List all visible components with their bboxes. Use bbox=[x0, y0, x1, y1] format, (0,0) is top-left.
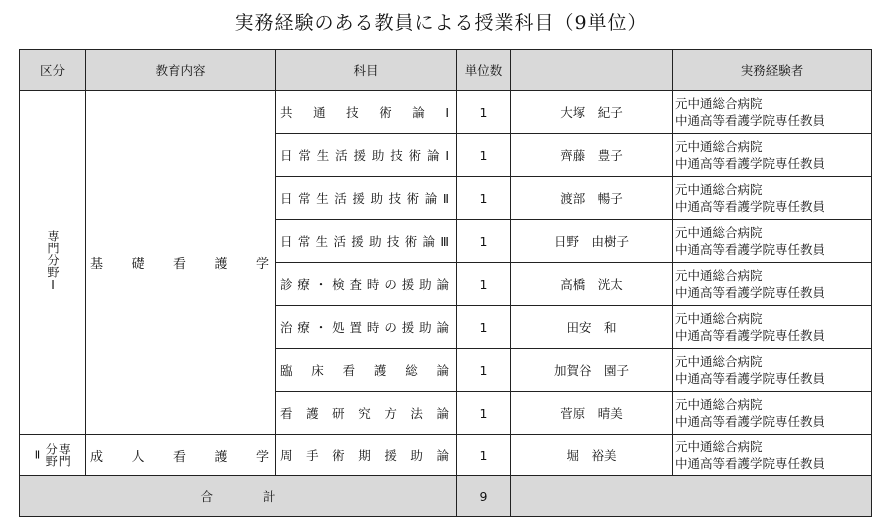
page-title: 実務経験のある教員による授業科目（9単位） bbox=[234, 12, 648, 34]
experience-line: 中通高等看護学院専任教員 bbox=[675, 156, 826, 171]
person-cell: 日野 由樹子 bbox=[511, 220, 673, 263]
total-label: 合 計 bbox=[20, 476, 457, 517]
category-cell bbox=[20, 91, 86, 435]
experience-cell bbox=[673, 392, 872, 435]
subject-cell: 診療・検査時の援助論 bbox=[276, 263, 457, 306]
experience-line: 中通高等看護学院専任教員 bbox=[675, 242, 826, 257]
experience-line: 元中通総合病院 bbox=[675, 182, 763, 197]
person-cell: 齊藤 豊子 bbox=[511, 134, 673, 177]
subject-cell: 日常生活援助技術論Ⅲ bbox=[276, 220, 457, 263]
experience-line: 中通高等看護学院専任教員 bbox=[675, 285, 826, 300]
experience-line: 元中通総合病院 bbox=[675, 397, 763, 412]
experience-cell bbox=[673, 134, 872, 177]
person-cell: 大塚 紀子 bbox=[511, 91, 673, 134]
header-subject: 科目 bbox=[276, 50, 457, 91]
subject-cell: 日常生活援助技術論Ⅰ bbox=[276, 134, 457, 177]
header-blank bbox=[511, 50, 673, 91]
experience-line: 中通高等看護学院専任教員 bbox=[675, 456, 826, 471]
person-cell: 渡部 暢子 bbox=[511, 177, 673, 220]
category-cell bbox=[20, 435, 86, 476]
table-row bbox=[20, 435, 872, 476]
header-content: 教育内容 bbox=[86, 50, 276, 91]
experience-line: 元中通総合病院 bbox=[675, 225, 763, 240]
experience-cell bbox=[673, 349, 872, 392]
experience-cell bbox=[673, 177, 872, 220]
person-cell: 高橋 洸太 bbox=[511, 263, 673, 306]
subject-cell: 臨床看護総論 bbox=[276, 349, 457, 392]
category-text: 専門分野Ⅰ bbox=[46, 229, 60, 292]
subject-cell: 共通技術論Ⅰ bbox=[276, 91, 457, 134]
experience-cell bbox=[673, 435, 872, 476]
experience-line: 元中通総合病院 bbox=[675, 96, 763, 111]
person-cell: 堀 裕美 bbox=[511, 435, 673, 476]
person-cell: 田安 和 bbox=[511, 306, 673, 349]
experience-line: 元中通総合病院 bbox=[675, 311, 763, 326]
units-cell: 1 bbox=[457, 392, 511, 435]
subject-cell: 周手術期援助論 bbox=[276, 435, 457, 476]
experience-line: 中通高等看護学院専任教員 bbox=[675, 328, 826, 343]
experience-line: 中通高等看護学院専任教員 bbox=[675, 113, 826, 128]
table-row bbox=[20, 91, 872, 134]
total-blank bbox=[511, 476, 872, 517]
content-cell: 基 礎 看 護 学 bbox=[86, 91, 276, 435]
units-cell: 1 bbox=[457, 306, 511, 349]
subject-cell: 看護研究方法論 bbox=[276, 392, 457, 435]
category-roman: Ⅱ bbox=[34, 448, 41, 462]
content-cell: 成 人 看 護 学 bbox=[86, 435, 276, 476]
experience-cell bbox=[673, 263, 872, 306]
category-text: 専門 bbox=[57, 443, 72, 467]
person-cell: 菅原 晴美 bbox=[511, 392, 673, 435]
units-cell: 1 bbox=[457, 134, 511, 177]
header-category: 区分 bbox=[20, 50, 86, 91]
subject-cell: 治療・処置時の援助論 bbox=[276, 306, 457, 349]
header-row bbox=[20, 50, 872, 91]
experience-cell bbox=[673, 306, 872, 349]
units-cell: 1 bbox=[457, 220, 511, 263]
experience-line: 元中通総合病院 bbox=[675, 439, 763, 454]
units-cell: 1 bbox=[457, 263, 511, 306]
units-cell: 1 bbox=[457, 177, 511, 220]
experience-cell bbox=[673, 91, 872, 134]
experience-line: 元中通総合病院 bbox=[675, 139, 763, 154]
person-cell: 加賀谷 園子 bbox=[511, 349, 673, 392]
units-cell: 1 bbox=[457, 91, 511, 134]
course-table bbox=[19, 49, 872, 517]
experience-line: 中通高等看護学院専任教員 bbox=[675, 414, 826, 429]
total-row bbox=[20, 476, 872, 517]
experience-line: 元中通総合病院 bbox=[675, 354, 763, 369]
units-cell: 1 bbox=[457, 435, 511, 476]
experience-line: 中通高等看護学院専任教員 bbox=[675, 371, 826, 386]
total-units: 9 bbox=[457, 476, 511, 517]
header-experience: 実務経験者 bbox=[673, 50, 872, 91]
category-text: 分野 bbox=[44, 443, 59, 467]
subject-cell: 日常生活援助技術論Ⅱ bbox=[276, 177, 457, 220]
experience-cell bbox=[673, 220, 872, 263]
header-units: 単位数 bbox=[457, 50, 511, 91]
units-cell: 1 bbox=[457, 349, 511, 392]
experience-line: 元中通総合病院 bbox=[675, 268, 763, 283]
experience-line: 中通高等看護学院専任教員 bbox=[675, 199, 826, 214]
